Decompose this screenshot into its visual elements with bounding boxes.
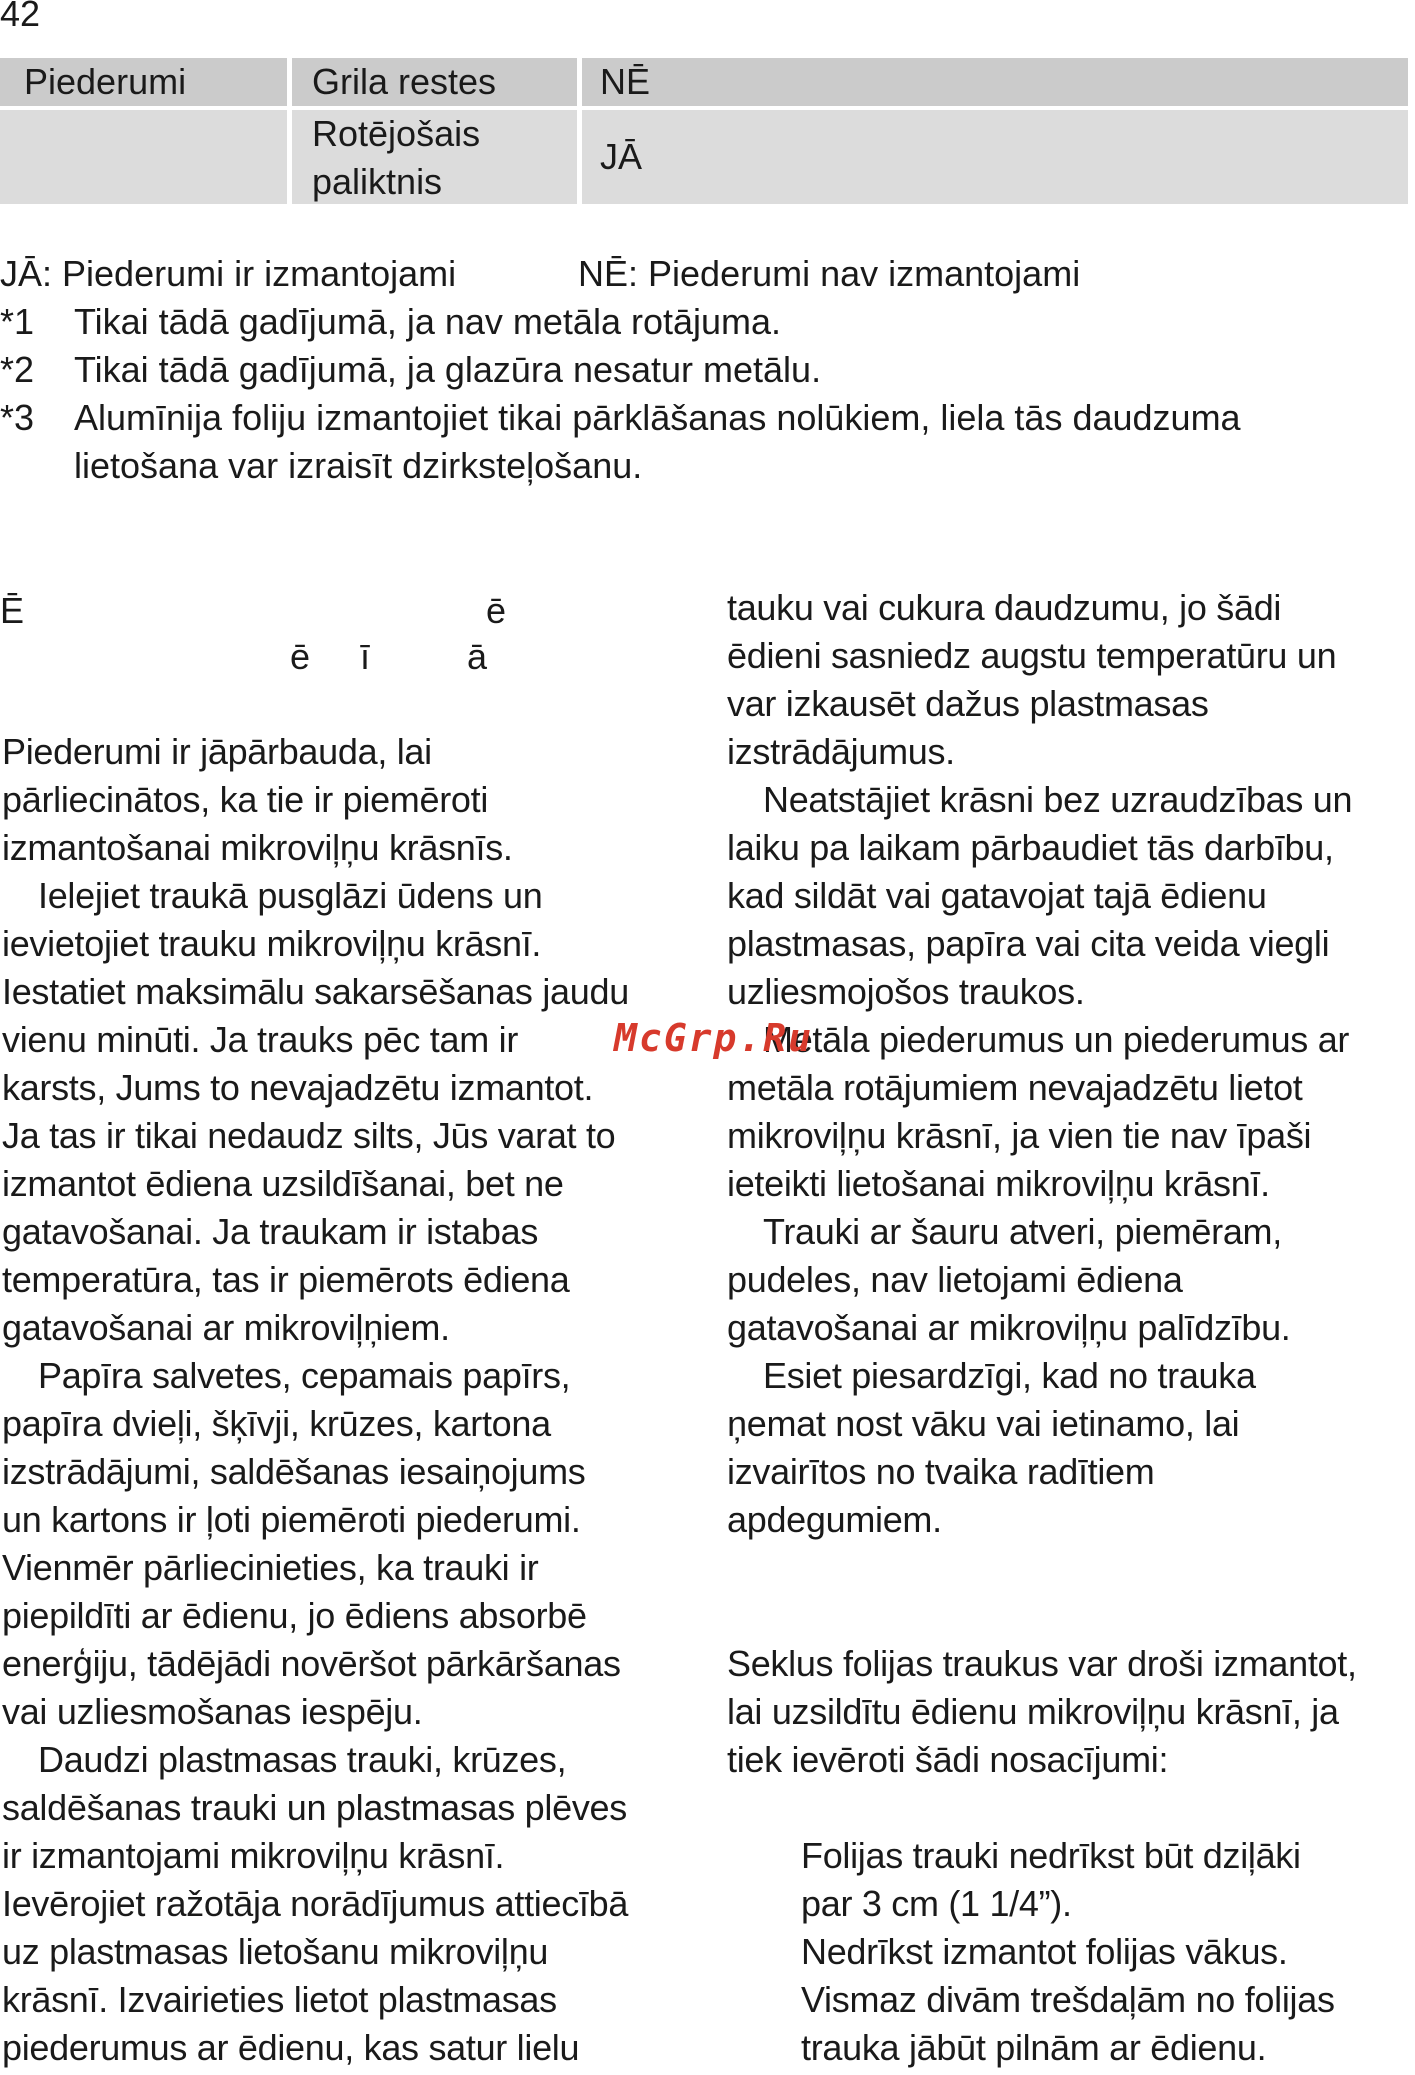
text-line: par 3 cm (1 1/4”). [801,1883,1072,1924]
legend [0,250,1400,490]
text-line: pudeles, nav lietojami ēdiena [727,1259,1183,1300]
text-line: saldēšanas trauki un plastmasas plēves [2,1787,627,1828]
text-line: vienu minūti. Ja trauks pēc tam ir [2,1019,519,1060]
text-line: uz plastmasas lietošanu mikroviļņu [2,1931,549,1972]
table-header-value-no: NĒ [582,58,1408,106]
legend-yes: JĀ: Piederumi ir izmantojami [0,253,457,294]
text-line: laiku pa laikam pārbaudiet tās darbību, [727,827,1334,868]
text-line: ievietojiet trauku mikroviļņu krāsnī. [2,923,542,964]
heading-glyph: ī [360,636,371,677]
table-cell-turntable-line2: paliktnis [312,161,443,202]
text-line: ieteikti lietošanai mikroviļņu krāsnī. [727,1163,1270,1204]
text-line: ir izmantojami mikroviļņu krāsnī. [2,1835,505,1876]
text-line: gatavošanai ar mikroviļņu palīdzību. [727,1307,1291,1348]
text-line: gatavošanai. Ja traukam ir istabas [2,1211,539,1252]
footnote-text: Tikai tādā gadījumā, ja glazūra nesatur metālu. [74,349,822,390]
right-column [727,584,1415,2072]
text-line: kad sildāt vai gatavojat tajā ēdienu [727,875,1267,916]
watermark: McGrp.Ru [614,1016,814,1060]
text-line: karsts, Jums to nevajadzētu izmantot. [2,1067,594,1108]
heading-glyph: ā [467,636,488,677]
text-line: plastmasas, papīra vai cita veida viegli [727,923,1330,964]
accessory-table [0,58,1408,204]
text-line: Folijas trauki nedrīkst būt dziļāki [801,1835,1301,1876]
text-line: Neatstājiet krāsni bez uzraudzības un [763,779,1353,820]
text-line: Vismaz divām trešdaļām no folijas [801,1979,1335,2020]
text-line: izstrādājumi, saldēšanas iesaiņojums [2,1451,586,1492]
foil-conditions [727,1832,1415,2072]
footnote-mark: *1 [0,301,35,342]
text-line: lai uzsildītu ēdienu mikroviļņu krāsnī, ja [727,1691,1339,1732]
text-line: Seklus folijas traukus var droši izmantot, [727,1643,1357,1684]
table-cell-turntable [292,110,577,204]
text-line: Papīra salvetes, cepamais papīrs, [38,1355,571,1396]
text-line: Piederumi ir jāpārbauda, lai [2,731,432,772]
section-gap [727,1544,1415,1640]
text-line: Nedrīkst izmantot folijas vākus. [801,1931,1288,1972]
footnote-mark: *2 [0,349,35,390]
footnote-3 [0,394,1400,490]
text-line: ņemat nost vāku vai ietinamo, lai [727,1403,1240,1444]
text-line: enerģiju, tādējādi novēršot pārkāršanas [2,1643,621,1684]
left-column [2,728,692,2072]
text-line: krāsnī. Izvairieties lietot plastmasas [2,1979,557,2020]
text-line: Ielejiet traukā pusglāzi ūdens un [38,875,543,916]
text-line: Iestatiet maksimālu sakarsēšanas jaudu [2,971,629,1012]
text-line: trauka jābūt pilnām ar ēdienu. [801,2027,1267,2068]
legend-row [0,250,1400,298]
text-line: tiek ievēroti šādi nosacījumi: [727,1739,1169,1780]
table-cell-turntable-line1: Rotējošais [312,113,481,154]
text-line: metāla rotājumiem nevajadzētu lietot [727,1067,1303,1108]
text-line: vai uzliesmošanas iespēju. [2,1691,423,1732]
text-line: gatavošanai ar mikroviļņiem. [2,1307,450,1348]
footnote-2 [0,346,1400,394]
text-line: izmantot ēdiena uzsildīšanai, bet ne [2,1163,564,1204]
text-line: Metāla piederumus un piederumus ar [763,1019,1350,1060]
footnote-text: Alumīnija foliju izmantojiet tikai pārklāšanas nolūkiem, liela tās daudzuma [74,397,1241,438]
legend-no: NĒ: Piederumi nav izmantojami [578,253,1081,294]
section-heading [0,587,700,687]
text-line: Trauki ar šauru atveri, piemēram, [763,1211,1282,1252]
footnote-mark: *3 [0,397,35,438]
text-line: uzliesmojošos traukos. [727,971,1085,1012]
heading-glyph: ē [486,590,507,631]
text-line: izvairītos no tvaika radītiem [727,1451,1155,1492]
table-header-grill-rack: Grila restes [292,58,577,106]
text-line: apdegumiem. [727,1499,942,1540]
text-line: un kartons ir ļoti piemēroti piederumi. [2,1499,581,1540]
page-number: 42 [0,0,41,34]
text-line: piederumus ar ēdienu, kas satur lielu [2,2027,580,2068]
footnote-1 [0,298,1400,346]
footnote-text: lietošana var izraisīt dzirksteļošanu. [74,445,643,486]
text-line: Ievērojiet ražotāja norādījumus attiecībā [2,1883,629,1924]
text-line: Vienmēr pārliecinieties, ka trauki ir [2,1547,539,1588]
text-line: izmantošanai mikroviļņu krāsnīs. [2,827,513,868]
table-cell-value-yes [582,110,1408,204]
text-line: ēdieni sasniedz augstu temperatūru un [727,635,1337,676]
text-line: mikroviļņu krāsnī, ja vien tie nav īpaši [727,1115,1312,1156]
text-line: Esiet piesardzīgi, kad no trauka [763,1355,1256,1396]
heading-glyph: Ē [0,590,25,631]
table-cell-empty [0,110,287,204]
heading-glyph: ē [290,636,311,677]
text-line: papīra dvieļi, šķīvji, krūzes, kartona [2,1403,551,1444]
table-cell-value-yes-text: JĀ [600,136,643,177]
text-line: var izkausēt dažus plastmasas [727,683,1209,724]
text-line: pārliecinātos, ka tie ir piemēroti [2,779,489,820]
table-header-accessories: Piederumi [0,58,287,106]
text-line: izstrādājumus. [727,731,955,772]
text-line: temperatūra, tas ir piemērots ēdiena [2,1259,570,1300]
footnote-text: Tikai tādā gadījumā, ja nav metāla rotājuma. [74,301,782,342]
text-line: piepildīti ar ēdienu, jo ēdiens absorbē [2,1595,587,1636]
text-line: Daudzi plastmasas trauki, krūzes, [38,1739,567,1780]
text-line: tauku vai cukura daudzumu, jo šādi [727,587,1282,628]
text-line: Ja tas ir tikai nedaudz silts, Jūs varat to [2,1115,616,1156]
paragraph-gap [727,1784,1415,1832]
